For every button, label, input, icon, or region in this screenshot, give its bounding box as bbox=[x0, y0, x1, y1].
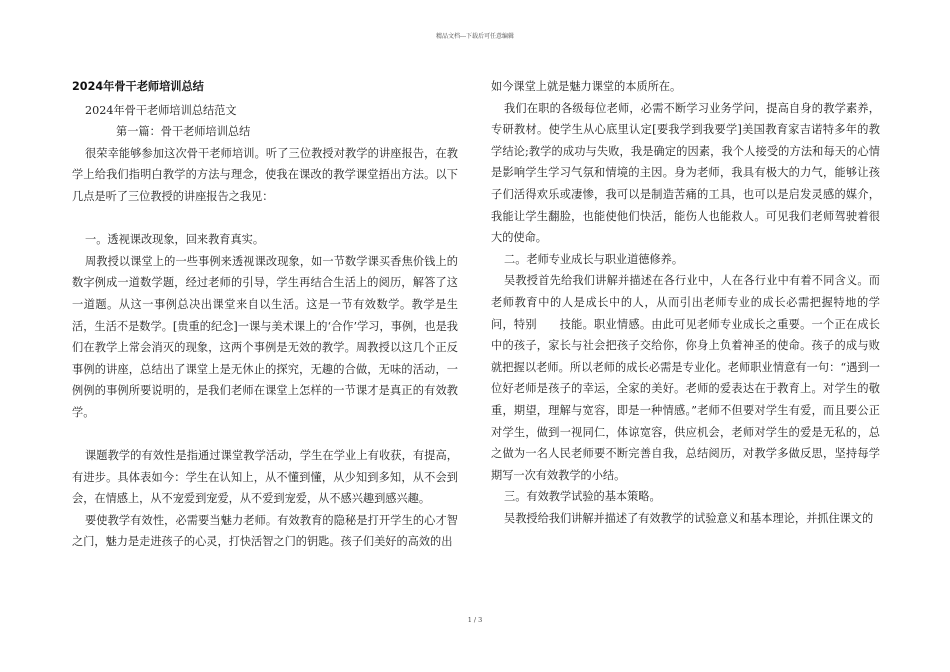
right-body bbox=[491, 76, 880, 529]
paragraph: 如今课堂上就是魅力课堂的本质所在。 bbox=[491, 80, 682, 93]
paragraph: 二。老师专业成长与职业道德修养。 bbox=[504, 252, 684, 266]
paragraph: 一。透视课改现象，回来教育真实。 bbox=[85, 233, 265, 247]
paragraph: 吴教授首先给我们讲解并描述在各行业中，人在各行业中有着不同含义。而老师教育中的人是成长中的人，从而引出老师专业的成长必需把握特地的学问，特别 技能。职业情感。由此可见老师专业成长之重要。一个正在成长中的孩子，家长与社会把孩子交给你，你身上负着神圣的使命。孩子的成与败就把握以老师。所以老师的成长必需是专业化。老师职业情意有一句：“遇到一位好老师是孩子的幸运，全家的美好。老师的爱表达在于教育上。对学生的敬重，期望，理解与宽容，即是一种情感。”老师不但要对学生有爱，而且要公正对学生，做到一视同仁，体谅宽容，供应机会，老师对学生的爱是无私的，总之做为一名人民老师要不断完善自我，总结阅历，对教学多做反思，坚持每学期写一次有效教学的小结。 bbox=[491, 274, 880, 482]
paragraph: 周教授以课堂上的一些事例来透视课改现象，如一节数学课买香焦价钱上的数字例成一道数学题，经过老师的引导，学生再结合生活上的阅历，解答了这一道题。从这一事例总决出课堂来自以生活。这是一节有效数学。教学是生活，生活不是数学。[贵重的纪念]一课与美术课上的‘合作’学习，事例，也是我们在教学上常会消灭的现象，这两个事例是无效的教学。周教授以这几个正反事例的讲座，总结出了课堂上是无休止的探究，无趣的合做，无味的活动，一例例的事例所要说明的，是我们老师在课堂上怎样的一节课才是真正的有效教学。 bbox=[72, 254, 458, 419]
paragraph: 三。有效教学试验的基本策略。 bbox=[504, 490, 661, 504]
paragraph: 第一篇：骨干老师培训总结 bbox=[116, 125, 251, 139]
page-number: 1 / 3 bbox=[467, 616, 483, 624]
paragraph: 2024年骨干老师培训总结范文 bbox=[85, 103, 237, 117]
left-body bbox=[72, 100, 458, 553]
document-title: 2024年骨干老师培训总结 bbox=[72, 80, 204, 93]
paragraph: 课题教学的有效性是指通过课堂教学活动，学生在学业上有收获，有提高，有进步。具体表如今：学生在认知上，从不懂到懂，从少知到多知，从不会到会，在情感上，从不宠爱到宠爱，从不爱到宠爱，从不感兴趣到感兴趣。 bbox=[72, 449, 458, 506]
right-column bbox=[491, 76, 880, 529]
paragraph: 吴教授给我们讲解并描述了有效教学的试验意义和基本理论，并抓住课文的 bbox=[504, 511, 874, 525]
paragraph: 很荣幸能够参加这次骨干老师培训。听了三位教授对教学的讲座报告，在教学上给我们指明白教学的方法与理念，使我在课改的教学课堂捂出方法。以下几点是听了三位教授的讲座报告之我见： bbox=[72, 146, 458, 203]
left-column bbox=[72, 76, 458, 553]
page-header: 精品文档---下载后可任意编辑 bbox=[435, 33, 515, 40]
paragraph: 要使教学有效性，必需要当魅力老师。有效教育的隐秘是打开学生的心才智之门，魅力是走进孩子的心灵，打快活智之门的钥匙。孩子们美好的高效的出 bbox=[72, 513, 458, 549]
paragraph: 我们在职的各级每位老师，必需不断学习业务学问，提高自身的教学素养，专研教材。使学生从心底里认定[要我学到我要学]美国教育家吉诺特多年的教学结论;教学的成功与失败，我是确定的因素，我个人接受的方法和每天的心情是影响学生学习气氛和情境的主因。身为老师，我具有极大的力气，能够让孩子们活得欢乐或凄惨，我可以是制造苦痛的工具，也可以是启发灵感的媒介，我能让学生翻脸，也能使他们快活，能伤人也能救人。可见我们老师驾驶着很大的使命。 bbox=[491, 101, 880, 245]
